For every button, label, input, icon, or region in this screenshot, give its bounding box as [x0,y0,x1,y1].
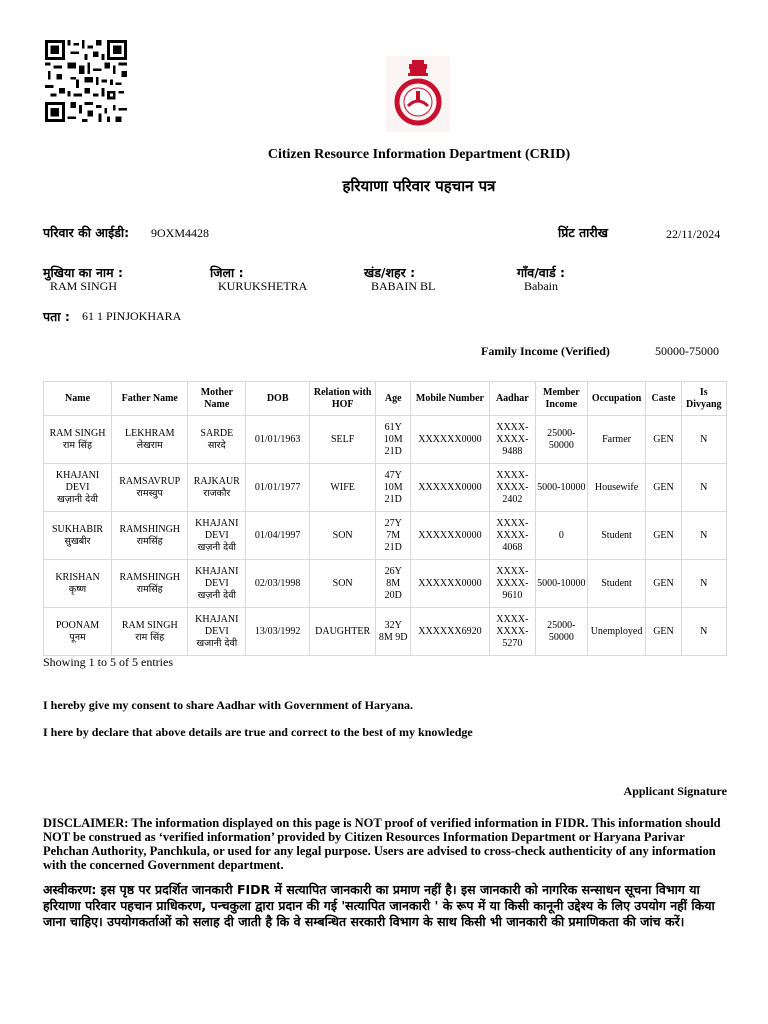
cell-dob-text: 02/03/1998 [254,577,301,589]
cell-age-text: 26Y 8M 20D [384,565,402,601]
cell-mother-name [188,416,246,464]
disclaimer-english: DISCLAIMER: The information displayed on this page is NOT proof of verified information in FIDR. This information should NOT be construed as ‘verified information’ provided by Citizen Resources Information Department or Haryana Parivar Pehchan Authority, Panchkula, or used for any legal purpose. Users are advised to cross-check authenticity of any information with the concerned Government department. [43,816,721,872]
cell-dob-text: 01/04/1997 [254,529,301,541]
cell-mobile-text: XXXXXX0000 [418,481,482,493]
head-name-label: मुखिया का नाम : [43,265,123,280]
cell-caste [646,464,681,512]
cell-mobile [411,608,489,656]
cell-relation [310,512,376,560]
column-header: Is Divyang [681,382,726,416]
village-label: गाँव/वार्ड : [517,265,566,280]
cell-age [376,416,411,464]
cell-dob [246,464,310,512]
cell-father-name-text: RAMSAVRUP [119,475,181,487]
cell-relation [310,464,376,512]
cell-aadhar [489,416,535,464]
cell-member-income-text: 25000-50000 [547,619,576,643]
column-header: Caste [646,382,681,416]
cell-dob-text: 01/01/1963 [254,433,301,445]
cell-mobile [411,464,489,512]
cell-occupation [587,560,646,608]
cell-age-text: 61Y 10M 21D [383,421,403,457]
cell-age-text: 27Y 7M 21D [384,517,402,553]
cell-name [44,464,112,512]
cell-caste [646,560,681,608]
cell-name-text: KRISHAN [55,571,100,583]
cell-divyang-text: N [700,625,708,637]
family-income-value: 50000-75000 [655,344,719,358]
cell-member-income [536,464,588,512]
print-date-value: 22/11/2024 [666,227,721,241]
cell-mother-name [188,560,246,608]
cell-mother-name-text: KHAJANI DEVI [195,565,239,589]
cell-caste-text: GEN [653,481,674,493]
applicant-signature-label: Applicant Signature [623,784,727,798]
cell-name [44,512,112,560]
block-label: खंड/शहर : [364,265,416,280]
cell-father-name [112,560,188,608]
family-members-table [43,381,727,656]
head-name-value: RAM SINGH [50,279,118,293]
cell-name-text: RAM SINGH [49,427,106,439]
cell-dob [246,512,310,560]
cell-name [44,560,112,608]
cell-caste [646,512,681,560]
village-value: Babain [524,279,558,293]
cell-aadhar-text: XXXX-XXXX-4068 [496,517,529,553]
column-header: DOB [246,382,310,416]
cell-occupation-text: Farmer [602,433,631,445]
cell-mobile [411,416,489,464]
cell-divyang-text: N [700,433,708,445]
column-header: Aadhar [489,382,535,416]
address-value: 61 1 PINJOKHARA [82,309,182,323]
cell-aadhar [489,608,535,656]
cell-aadhar-text: XXXX-XXXX-2402 [496,469,529,505]
cell-occupation [587,608,646,656]
cell-father-name-hindi: राम सिंह [135,631,165,643]
cell-mother-name-text: KHAJANI DEVI [195,517,239,541]
cell-occupation-text: Student [601,529,632,541]
cell-father-name-text: RAMSHINGH [119,571,181,583]
cell-dob-text: 13/03/1992 [254,625,301,637]
column-header: Member Income [536,382,588,416]
cell-name-hindi: कृष्ण [68,583,87,595]
cell-relation-text: WIFE [330,481,355,493]
district-label: जिला : [210,265,244,280]
cell-father-name-text: LEKHRAM [125,427,175,439]
cell-father-name-hindi: रामस्वुप [136,487,163,499]
cell-father-name [112,416,188,464]
cell-divyang-text: N [700,529,708,541]
cell-age [376,560,411,608]
column-header: Occupation [587,382,646,416]
cell-divyang [681,416,726,464]
cell-mother-name-text: KHAJANI DEVI [195,613,239,637]
cell-name-text: KHAJANI DEVI [55,469,100,493]
document-title-hindi: हरियाणा परिवार पहचान पत्र [342,177,496,195]
cell-father-name-hindi: रामसिंह [136,535,163,547]
cell-occupation [587,512,646,560]
cell-mother-name-hindi: खज़नी देवी [197,541,236,553]
cell-caste-text: GEN [653,433,674,445]
print-date-label: प्रिंट तारीख [558,225,608,240]
district-value: KURUKSHETRA [218,279,308,293]
qr-code-icon [42,40,130,122]
cell-mobile-text: XXXXXX0000 [418,433,482,445]
cell-occupation [587,416,646,464]
cell-member-income-text: 5000-10000 [537,481,586,493]
cell-divyang [681,464,726,512]
cell-member-income-text: 0 [558,529,564,541]
cell-age [376,512,411,560]
cell-mother-name [188,512,246,560]
cell-aadhar-text: XXXX-XXXX-5270 [496,613,529,649]
column-header: Father Name [112,382,188,416]
cell-name-text: POONAM [55,619,100,631]
cell-age-text: 47Y 10M 21D [383,469,403,505]
cell-name [44,416,112,464]
cell-relation-text: SELF [330,433,355,445]
declaration-statement: I here by declare that above details are true and correct to the best of my knowledge [43,725,473,739]
cell-member-income [536,560,588,608]
cell-father-name-text: RAM SINGH [121,619,178,631]
cell-aadhar-text: XXXX-XXXX-9488 [496,421,529,457]
cell-divyang [681,560,726,608]
cell-relation [310,416,376,464]
cell-relation [310,608,376,656]
table-row [44,416,727,464]
table-header-row [44,382,727,416]
cell-member-income-text: 25000-50000 [547,427,576,451]
column-header: Relation with HOF [310,382,376,416]
table-row [44,560,727,608]
cell-dob [246,416,310,464]
cell-divyang-text: N [700,481,708,493]
cell-dob [246,560,310,608]
cell-aadhar [489,464,535,512]
cell-member-income [536,608,588,656]
cell-name-hindi: खज़ानी देवी [57,493,98,505]
consent-statement: I hereby give my consent to share Aadhar with Government of Haryana. [43,698,413,712]
family-income-label: Family Income (Verified) [481,344,610,358]
cell-age [376,464,411,512]
cell-mobile-text: XXXXXX0000 [418,577,482,589]
family-id-value: 9OXM4428 [151,226,210,240]
cell-mother-name [188,608,246,656]
cell-dob-text: 01/01/1977 [254,481,301,493]
cell-name-hindi: पूनम [69,631,86,643]
cell-dob [246,608,310,656]
cell-mobile-text: XXXXXX0000 [418,529,482,541]
table-entries-info: Showing 1 to 5 of 5 entries [43,655,173,669]
cell-occupation-text: Student [601,577,632,589]
cell-occupation-text: Unemployed [590,625,643,637]
cell-mother-name-hindi: राजकौर [203,487,231,499]
cell-divyang-text: N [700,577,708,589]
cell-father-name [112,608,188,656]
table-row [44,512,727,560]
cell-caste-text: GEN [653,529,674,541]
cell-father-name-hindi: रामसिंह [136,583,163,595]
cell-name-hindi: सुखबीर [64,535,91,547]
cell-mobile [411,512,489,560]
cell-member-income [536,512,588,560]
cell-relation-text: SON [332,529,353,541]
cell-father-name-text: RAMSHINGH [119,523,181,535]
cell-relation-text: SON [332,577,353,589]
cell-caste [646,416,681,464]
column-header: Age [376,382,411,416]
cell-mobile [411,560,489,608]
cell-father-name-hindi: लेखराम [136,439,163,451]
cell-divyang [681,608,726,656]
cell-divyang [681,512,726,560]
cell-age-text: 32Y 8M 9D [378,619,408,643]
cell-mobile-text: XXXXXX6920 [418,625,482,637]
cell-aadhar-text: XXXX-XXXX-9610 [496,565,529,601]
cell-member-income-text: 5000-10000 [537,577,586,589]
cell-aadhar [489,512,535,560]
column-header: Mobile Number [411,382,489,416]
address-label: पता : [43,309,70,324]
department-title: Citizen Resource Information Department (CRID) [267,147,571,162]
family-id-label: परिवार की आईडी: [43,225,130,240]
cell-caste [646,608,681,656]
block-value: BABAIN BL [371,279,436,293]
cell-mother-name-hindi: खजानी देवी [196,637,238,649]
cell-relation [310,560,376,608]
cell-member-income [536,416,588,464]
disclaimer-hindi: अस्वीकरण: इस पृष्ठ पर प्रदर्शित जानकारी FIDR में सत्यापित जानकारी का प्रमाण नहीं है। इस जानकारी को नागरिक सन्साधन सूचना विभाग या हरियाणा परिवार पहचान प्राधिकरण, पन्चकुला द्वारा प्रदान की गई 'सत्यापित जानकारी ' के रूप में या किसी कानूनी उद्देश्य के लिए उपयोग नहीं किया जाना चाहिए। उपयोगकर्ताओं को सलाह दी जाती है कि वे सम्बन्धित सरकारी विभाग के साथ किसी भी जानकारी की प्रमाणिकता की जांच करें। [43,882,715,929]
cell-aadhar [489,560,535,608]
table-row [44,464,727,512]
column-header: Name [44,382,112,416]
cell-name-hindi: राम सिंह [63,439,93,451]
cell-father-name [112,512,188,560]
cell-caste-text: GEN [653,625,674,637]
cell-name [44,608,112,656]
cell-relation-text: DAUGHTER [315,625,371,637]
cell-mother-name-hindi: खज़नी देवी [197,589,236,601]
column-header: Mother Name [188,382,246,416]
cell-occupation-text: Housewife [594,481,639,493]
cell-mother-name [188,464,246,512]
cell-age [376,608,411,656]
cell-occupation [587,464,646,512]
cell-mother-name-text: SARDE [200,427,234,439]
cell-caste-text: GEN [653,577,674,589]
cell-mother-name-text: RAJKAUR [193,475,240,487]
cell-father-name [112,464,188,512]
cell-mother-name-hindi: सारदे [207,439,226,451]
cell-name-text: SUKHABIR [51,523,104,535]
table-row [44,608,727,656]
haryana-emblem-icon [386,56,450,132]
